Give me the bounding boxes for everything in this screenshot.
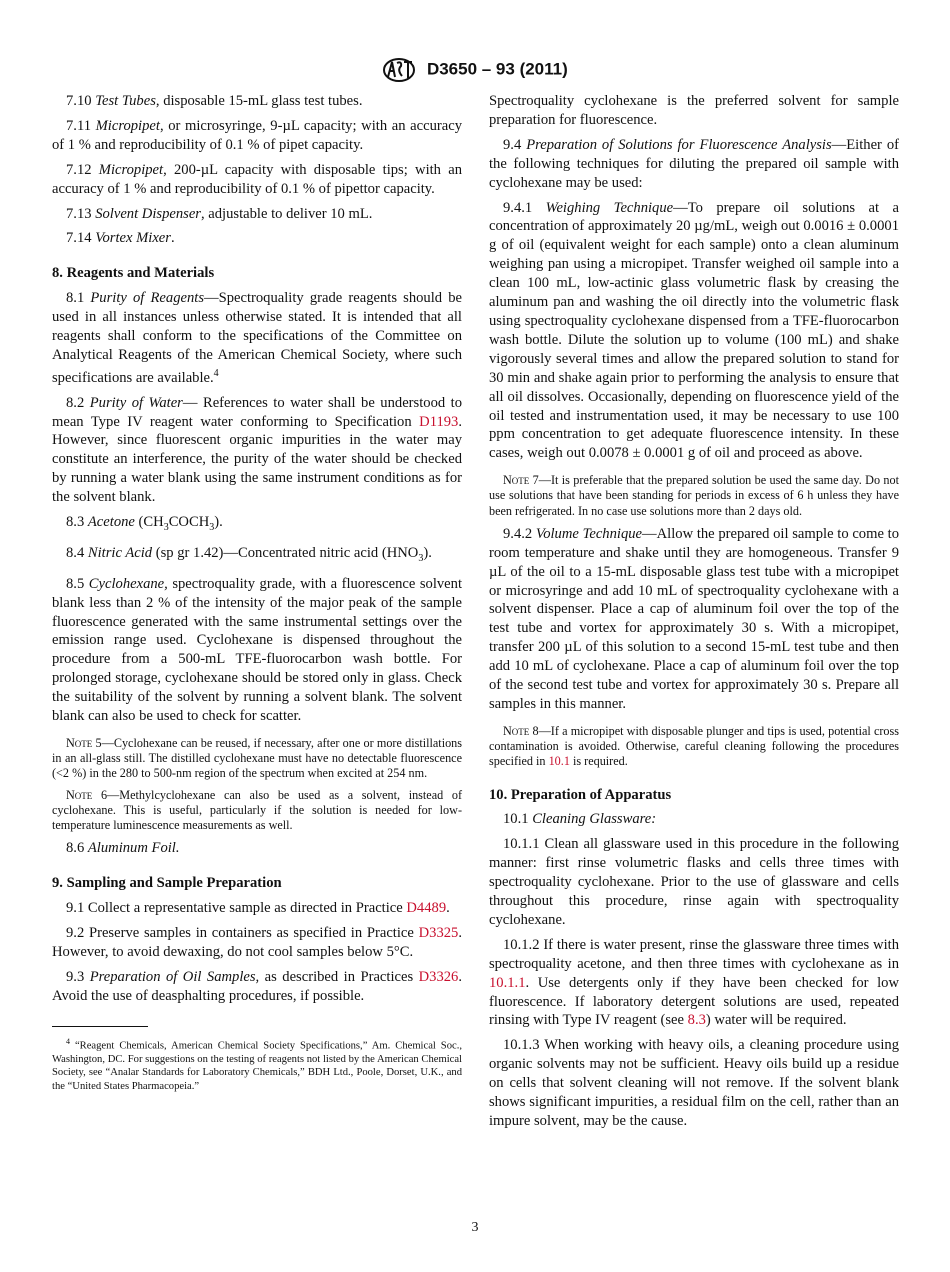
text-run: 7.10 [66, 93, 96, 109]
left-column [52, 92, 462, 1093]
right-column [489, 92, 899, 1137]
paragraph [52, 924, 462, 962]
text-run: — References to water shall be understood to mean Type IV reagent water conforming to Specification [52, 394, 462, 430]
cross-reference-link[interactable]: D1193 [419, 413, 459, 430]
text-run: —If a micropipet with disposable plunger and tips is used, potential cross contamination is avoided. Otherwise, careful cleaning following the procedures specified in [489, 723, 899, 769]
paragraph [489, 835, 899, 930]
subscript: 3 [209, 521, 215, 533]
text-run: 10. Preparation of Apparatus [489, 786, 672, 803]
paragraph [489, 199, 899, 464]
subscript: 3 [418, 552, 424, 564]
text-run: ). [214, 514, 223, 531]
italic-term: Acetone [87, 514, 135, 531]
note-paragraph [489, 724, 899, 770]
text-run: ). [423, 544, 432, 561]
text-run: —Spectroquality grade reagents should be used in all instances unless otherwise stated. It is intended that all reagents shall conform to the specifications of the Committee on Analytical Reagents of the American Chemical Society, where such specifications are available. [52, 290, 462, 386]
text-run: 9. Sampling and Sample Preparation [52, 875, 282, 892]
text-run: Spectroquality cyclohexane is the preferred solvent for sample preparation for fluorescence. [489, 93, 899, 128]
text-run: —Either of the following techniques for diluting the prepared oil sample with cyclohexane may be used: [489, 136, 900, 191]
astm-logo-icon [382, 57, 416, 83]
paragraph [52, 839, 462, 858]
paragraph [489, 936, 899, 1031]
text-run: 8. Reagents and Materials [52, 265, 215, 282]
document-designation: D3650 – 93 (2011) [426, 59, 568, 79]
footnote-text: “Reagent Chemicals, American Chemical Society Specifications,” Am. Chemical Soc., Washington, DC. For suggestions on the testing of reagents not listed by the American Chemical Society, see “Analar Standards for Laboratory Chemicals,” BDH Ltd., Poole, Dorset, U.K., and the “United States Pharmacopeia.” [52, 1040, 462, 1092]
text-run: . Use detergents only if they have been checked for low fluorescence. If laboratory detergent solutions are used, repeated rinsing with Type IV reagent (see [489, 974, 899, 1029]
text-run: is required. [569, 754, 628, 769]
text-run: 8.1 [66, 290, 91, 307]
italic-term: Micropipet [98, 161, 164, 178]
note-paragraph [52, 788, 462, 834]
text-run: —Allow the prepared oil sample to come to room temperature and shake until they are homogeneous. Transfer 9 µL of the oil to a 15-mL disposable glass test tube with a micropipet or microsyringe and add 10 mL of spectroquality cyclohexane with a solvent dispenser. Place a cap of aluminum foil over the top of the test tube and vortex for approximately 30 s. With a micropipet, transfer 200 µL of this solution to a second 15-mL test tube and then add 10 mL of cyclohexane. Place a cap of aluminum foil over the top of the second test tube and vortex for approximately 30 s. Prepare all samples in this manner. [489, 525, 899, 712]
text-run: (CH [134, 514, 164, 531]
italic-term: Vortex Mixer [95, 230, 171, 247]
italic-term: Purity of Water [89, 394, 183, 411]
footnote-divider [52, 1026, 148, 1027]
footnote-number: 4 [66, 1036, 70, 1046]
paragraph [52, 161, 462, 199]
cross-reference-link[interactable]: D3325 [418, 924, 459, 941]
text-run: 10.1 [503, 811, 533, 828]
cross-reference-link[interactable]: 10.1.1 [489, 974, 526, 991]
footnote-marker: 4 [213, 367, 219, 379]
text-run: , or microsyringe, 9-µL capacity; with an accuracy of 1 % and reproducibility of 0.1 % of pipet capacity. [52, 117, 462, 153]
section-heading [52, 874, 462, 893]
italic-term: Preparation of Solutions for Fluorescence Analysis [526, 136, 832, 153]
italic-term: Weighing Technique [545, 199, 674, 216]
paragraph [52, 289, 462, 387]
paragraph [489, 92, 899, 130]
text-run: —It is preferable that the prepared solution be used the same day. Do not use solutions that have been standing for periods in excess of 6 h unless they have been refrigerated. In no case use solutions more than 2 days old. [489, 473, 900, 518]
page-number: 3 [471, 1220, 479, 1235]
paragraph [52, 229, 462, 248]
paragraph [52, 92, 462, 111]
italic-term: Test Tubes [95, 93, 156, 109]
text-run: 10.1.2 If there is water present, rinse the glassware three times with spectroquality acetone, and then three times with cyclohexane as in [489, 936, 899, 972]
text-run: 10.1.1 Clean all glassware used in this procedure in the following manner: first rinse volumetric flasks and cells three times with spectroquality cyclohexane. Prior to the use of glassware and cells throughout this procedure, rinse again with spectroquality cyclohexane. [489, 836, 899, 928]
text-run: 7.11 [66, 117, 96, 134]
cross-reference-link[interactable]: 8.3 [687, 1012, 706, 1029]
paragraph [52, 205, 462, 224]
cross-reference-link[interactable]: D3326 [418, 968, 459, 985]
cross-reference-link[interactable]: 10.1 [548, 754, 570, 769]
italic-term: Solvent Dispenser [95, 205, 201, 222]
note-paragraph [52, 736, 462, 782]
italic-term: Nitric Acid [87, 544, 153, 561]
text-run: 9.3 [66, 968, 90, 985]
text-run: . However, since fluorescent organic impurities in the water may constitute an interference, the purity of the water should be checked by running a water blank using the same instrument conditions as for the solvent blank. [52, 413, 462, 506]
text-run: ) water will be required. [705, 1012, 847, 1029]
note-label: Note 6 [66, 787, 108, 802]
text-run: , disposable 15-mL glass test tubes. [155, 93, 363, 109]
text-run: COCH [168, 514, 210, 531]
text-run: 9.2 Preserve samples in containers as specified in Practice [66, 924, 419, 941]
text-run: 7.12 [66, 161, 99, 178]
text-run: , 200-µL capacity with disposable tips; with an accuracy of 1 % and reproducibility of 0.1 % of pipettor capacity. [52, 161, 462, 197]
text-run: . [446, 899, 450, 916]
text-run: 9.1 Collect a representative sample as directed in Practice [66, 899, 407, 916]
paragraph [52, 513, 462, 538]
paragraph [489, 1036, 899, 1131]
italic-term: Cyclohexane, [88, 575, 168, 592]
note-label: Note 8 [503, 723, 539, 738]
footnote [52, 1035, 462, 1094]
italic-term: Aluminum Foil. [87, 840, 180, 857]
text-run: as described in Practices [259, 968, 419, 985]
note-label: Note 5 [66, 735, 102, 750]
text-run: . Avoid the use of deasphalting procedures, if possible. [52, 968, 463, 1004]
text-run: 8.5 [66, 575, 89, 592]
text-run: —To prepare oil solutions at a concentration of approximately 20 µg/mL, weigh out 0.0016 ± 0.0001 g of oil (equivalent weight for each sample) onto a clean aluminum weighing pan using a micropipet. Transfer weighed oil sample into a clean 100 mL, low-actinic glass volumetric flask by creasing the aluminum pan and washing the oil directly into the volumetric flask using spectroquality cyclohexane dispensed from a TFE-fluorocarbon wash bottle. Dilute the solution up to volume (100 mL) and shake vigorously several times and allow the prepared solution to stand for 30 min and shake again prior to performing the analysis to ensure that all oil dissolves. Occasionally, depending on fluorescence yield of the oil tested and instrumentation used, it may be necessary to use 100 ppm concentration to get adequate fluorescence intensity. In these cases, weigh out 0.0078 ± 0.0001 g of oil and proceed as above. [489, 199, 899, 462]
italic-term: Cleaning Glassware: [532, 811, 657, 828]
note-label: Note 7 [503, 473, 539, 488]
section-heading [52, 264, 462, 283]
section-heading [489, 786, 899, 805]
text-run: 9.4.1 [503, 199, 546, 216]
page-header [0, 57, 950, 83]
text-run: , adjustable to deliver 10 mL. [200, 205, 373, 222]
paragraph [52, 968, 462, 1006]
text-run: (sp gr 1.42)—Concentrated nitric acid (HNO [152, 544, 419, 561]
text-run: spectroquality grade, with a fluorescence solvent blank less than 2 % of the intensity of the major peak of the sample fluorescence generated with the same instrumental settings over the emission range used. Cyclohexane is dispensed throughout the procedure from a 500-mL TFE-fluorocarbon wash bottle. For prolonged storage, cyclohexane should be stored only in glass. Check the suitability of the solvent by running a solvent blank. The solvent blank can also be used to check for scatter. [52, 575, 463, 725]
text-run: —Methylcyclohexane can also be used as a solvent, instead of cyclohexane. This is useful, particularly if the solution is needed for low-temperature luminescence measurements as well. [52, 787, 463, 832]
paragraph [52, 117, 462, 155]
italic-term: Volume Technique [535, 525, 643, 542]
text-run: 10.1.3 When working with heavy oils, a cleaning procedure using organic solvents may not be sufficient. Heavy oils build up a residue on cells that solvent cleaning will not remove. If the solvent blank shows significant impurities, a residual film on the cell, rather than an impure solvent, may be the cause. [489, 1037, 899, 1129]
text-run: 8.2 [66, 394, 90, 411]
text-run: 8.4 [66, 544, 88, 561]
text-run: 8.3 [66, 514, 88, 531]
italic-term: Micropipet [95, 117, 160, 134]
italic-term: Purity of Reagents [90, 290, 204, 307]
italic-term: Preparation of Oil Samples, [89, 968, 260, 985]
paragraph [489, 525, 899, 714]
paragraph [52, 899, 462, 918]
text-run: 9.4 [503, 136, 527, 153]
text-run: 7.13 [66, 205, 96, 222]
text-run: —Cyclohexane can be reused, if necessary, after one or more distillations in an all-glass still. The distilled cyclohexane must have no detectable fluorescence (<2 %) in the 280 to 500-nm region of the spectrum when excited at 254 nm. [52, 735, 463, 781]
paragraph [52, 544, 462, 569]
text-run: . [170, 230, 175, 247]
subscript: 3 [163, 521, 169, 533]
note-paragraph [489, 473, 899, 519]
text-run: 7.14 [66, 230, 96, 247]
paragraph [489, 810, 899, 829]
text-run: 8.6 [66, 840, 88, 857]
text-run: 9.4.2 [503, 525, 536, 542]
text-run: . However, to avoid dewaxing, do not cool samples below 5°C. [52, 924, 462, 960]
paragraph [52, 575, 462, 726]
paragraph [489, 136, 899, 193]
cross-reference-link[interactable]: D4489 [406, 899, 447, 916]
paragraph [52, 394, 462, 507]
